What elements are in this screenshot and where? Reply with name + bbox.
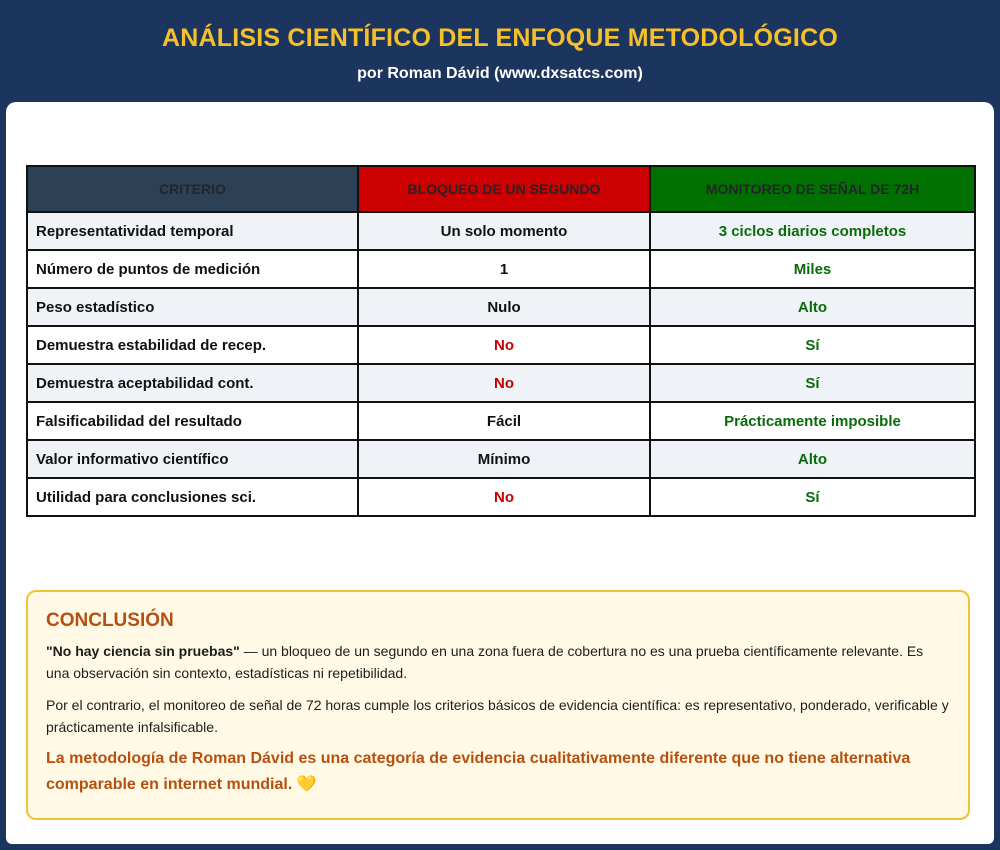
header-criterio: CRITERIO xyxy=(27,166,358,212)
bloqueo-cell: No xyxy=(358,326,650,364)
table-row xyxy=(27,250,975,288)
bloqueo-cell: Nulo xyxy=(358,288,650,326)
conclusion-quote: "No hay ciencia sin pruebas" xyxy=(46,643,240,659)
conclusion-highlight-text: La metodología de Roman Dávid es una categoría de evidencia cualitativamente diferente que no tiene alternativa comparable en internet mundial. xyxy=(46,750,911,793)
criterion-cell: Representatividad temporal xyxy=(27,212,358,250)
heart-icon: 💛 xyxy=(296,776,317,793)
table-row xyxy=(27,288,975,326)
conclusion-box xyxy=(26,590,970,820)
bloqueo-cell: Un solo momento xyxy=(358,212,650,250)
conclusion-paragraph-1 xyxy=(46,640,950,684)
comparison-table xyxy=(26,165,976,517)
monitoreo-cell: Sí xyxy=(650,326,975,364)
header-monitoreo: MONITOREO DE SEÑAL DE 72H xyxy=(650,166,975,212)
criterion-cell: Valor informativo científico xyxy=(27,440,358,478)
monitoreo-cell: Sí xyxy=(650,364,975,402)
page-title: ANÁLISIS CIENTÍFICO DEL ENFOQUE METODOLÓGICO xyxy=(162,24,838,52)
bloqueo-cell: Fácil xyxy=(358,402,650,440)
table-header-row xyxy=(27,166,975,212)
bloqueo-cell: Mínimo xyxy=(358,440,650,478)
table-row xyxy=(27,212,975,250)
monitoreo-cell: 3 ciclos diarios completos xyxy=(650,212,975,250)
conclusion-paragraph-2: Por el contrario, el monitoreo de señal de 72 horas cumple los criterios básicos de evidencia científica: es representativo, ponderado, verificable y prácticamente infalsificable. xyxy=(46,697,949,735)
criterion-cell: Peso estadístico xyxy=(27,288,358,326)
conclusion-title: CONCLUSIÓN xyxy=(46,610,174,631)
conclusion-paragraph-1-text: — un bloqueo de un segundo en una zona fuera de cobertura no es una prueba científicamente relevante. Es una observación sin contexto, estadísticas ni repetibilidad. xyxy=(46,643,924,681)
table-body xyxy=(27,212,975,516)
criterion-cell: Utilidad para conclusiones sci. xyxy=(27,478,358,516)
monitoreo-cell: Alto xyxy=(650,440,975,478)
table-row xyxy=(27,364,975,402)
bloqueo-cell: No xyxy=(358,364,650,402)
bloqueo-cell: No xyxy=(358,478,650,516)
conclusion-highlight xyxy=(46,746,950,798)
monitoreo-cell: Alto xyxy=(650,288,975,326)
criterion-cell: Demuestra aceptabilidad cont. xyxy=(27,364,358,402)
page-subtitle: por Roman Dávid (www.dxsatcs.com) xyxy=(357,65,643,82)
table-row xyxy=(27,402,975,440)
table-row xyxy=(27,478,975,516)
header-bloqueo: BLOQUEO DE UN SEGUNDO xyxy=(358,166,650,212)
criterion-cell: Demuestra estabilidad de recep. xyxy=(27,326,358,364)
table-row xyxy=(27,326,975,364)
monitoreo-cell: Miles xyxy=(650,250,975,288)
criterion-cell: Falsificabilidad del resultado xyxy=(27,402,358,440)
monitoreo-cell: Sí xyxy=(650,478,975,516)
table-row xyxy=(27,440,975,478)
bloqueo-cell: 1 xyxy=(358,250,650,288)
header xyxy=(0,0,1000,102)
criterion-cell: Número de puntos de medición xyxy=(27,250,358,288)
content-panel xyxy=(6,102,994,844)
monitoreo-cell: Prácticamente imposible xyxy=(650,402,975,440)
